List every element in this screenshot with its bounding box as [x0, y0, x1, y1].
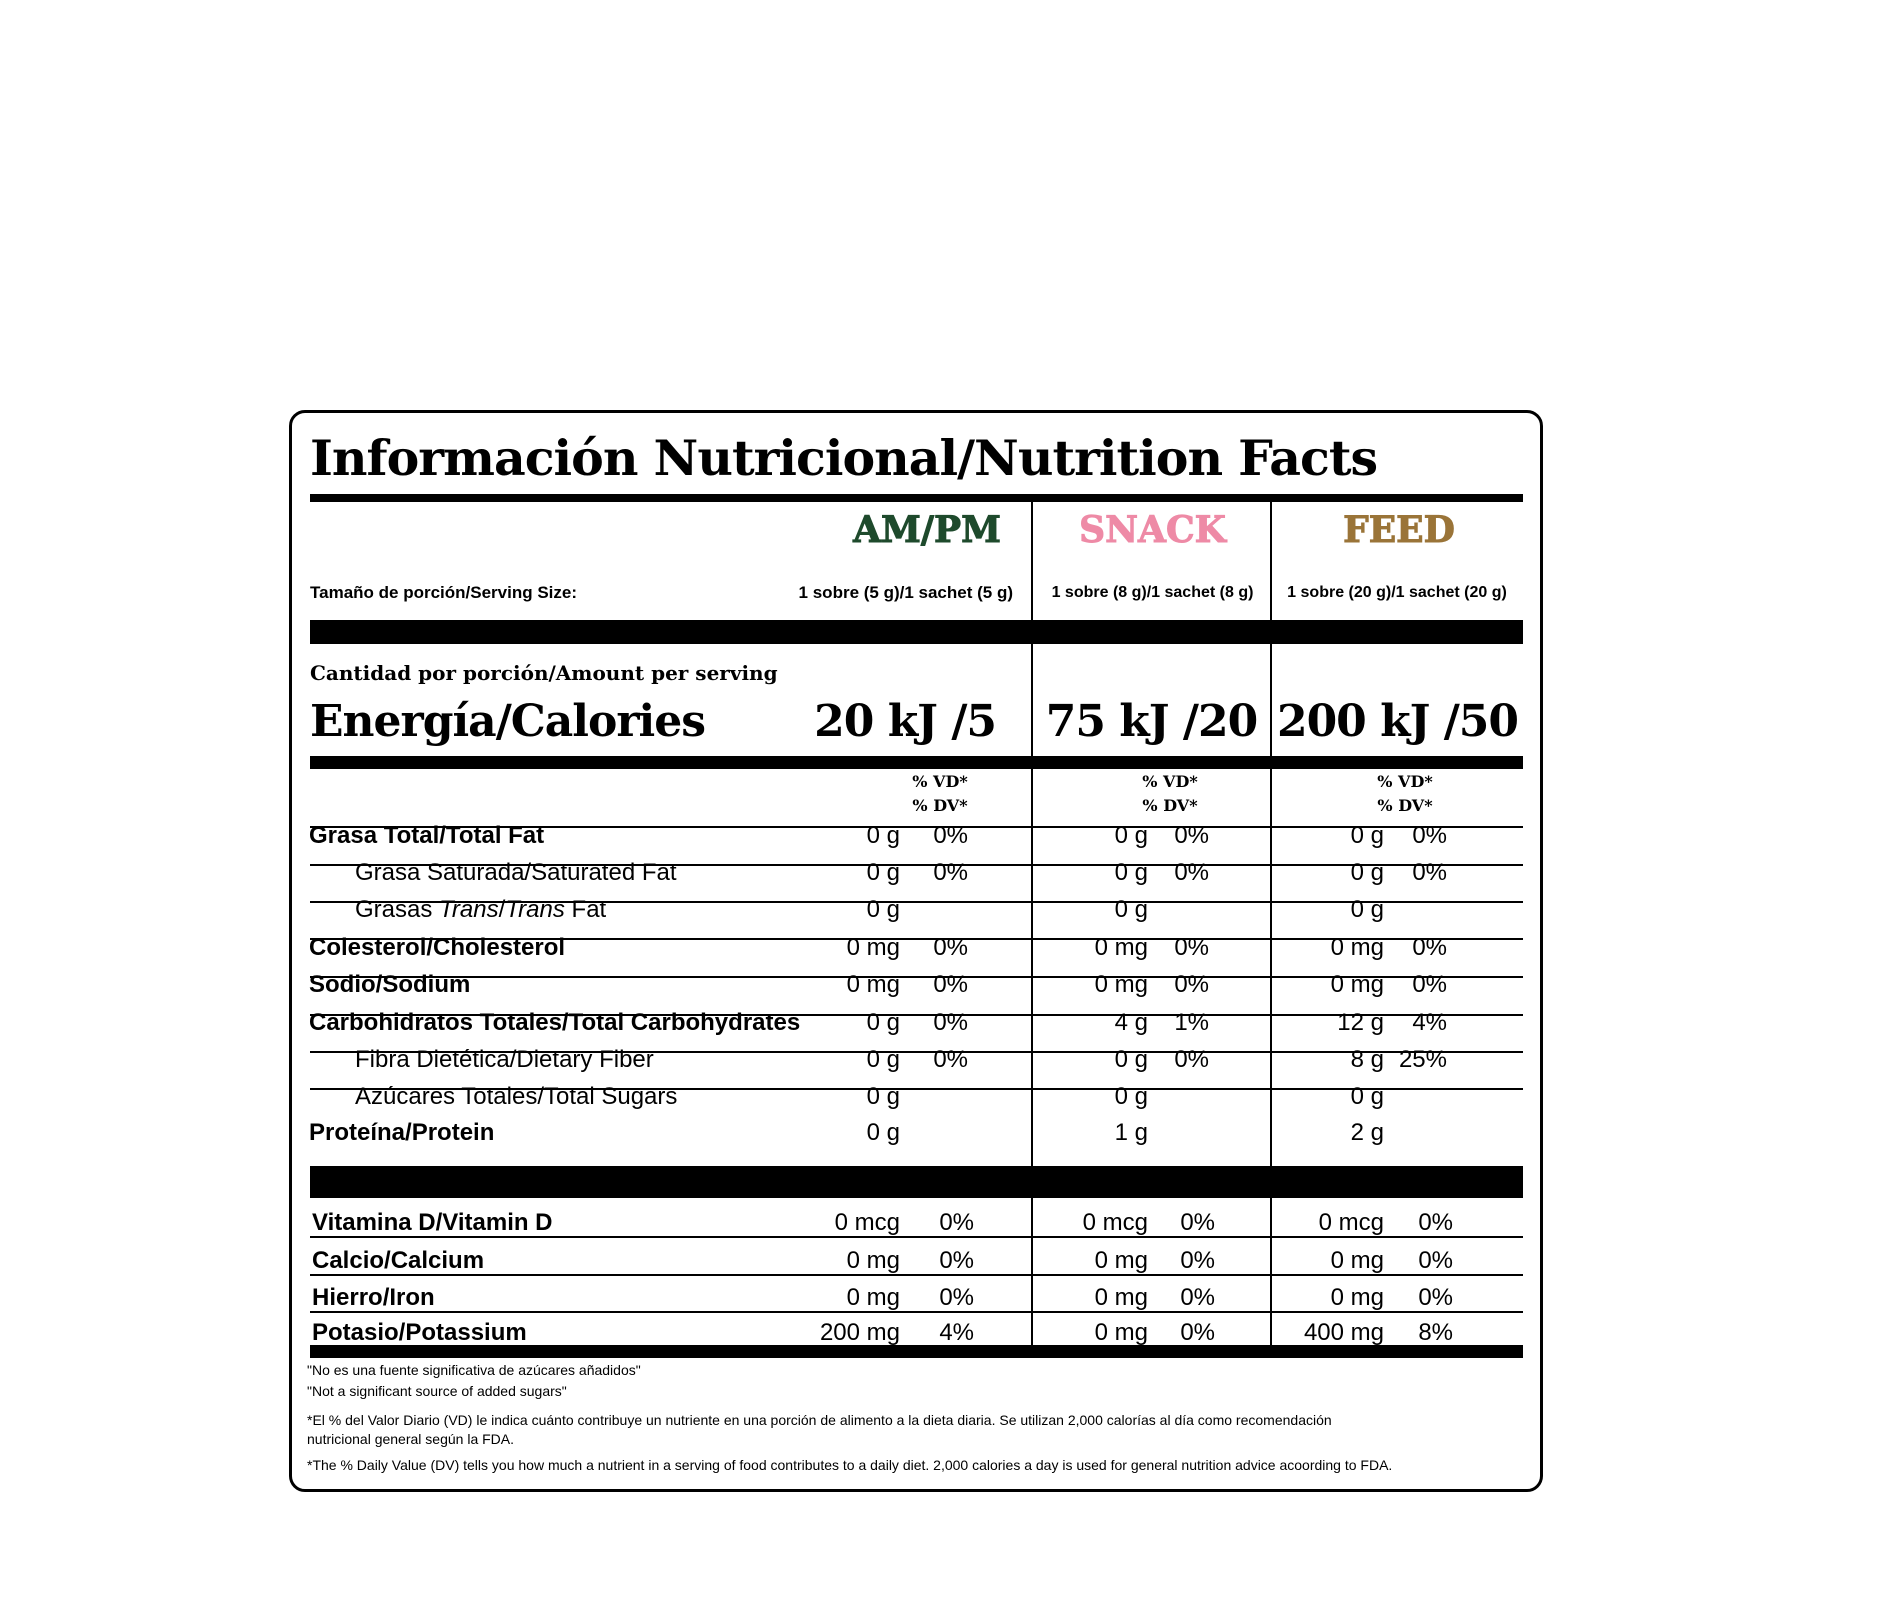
vitamin-amount: 0 mcg: [1318, 1209, 1384, 1236]
energy-label: Energía/Calories: [310, 696, 706, 747]
nutrient-label-part: Trans: [439, 896, 499, 923]
nutrient-dv-percent: 0%: [1174, 1046, 1209, 1073]
nutrient-amount: 0 g: [866, 1083, 900, 1110]
footnote-sugar-en: "Not a significant source of added sugars": [307, 1383, 567, 1399]
nutrient-label: Sodio/Sodium: [309, 971, 471, 998]
nutrient-amount: 0 g: [1350, 859, 1384, 886]
nutrient-label-part: Fat: [564, 896, 607, 923]
nutrient-dv-percent: 0%: [1412, 934, 1447, 961]
vitamin-dv-percent: 0%: [939, 1284, 974, 1311]
nutrient-dv-percent: 0%: [1174, 822, 1209, 849]
title-rule: [310, 494, 1523, 502]
vitamin-label: Vitamina D/Vitamin D: [312, 1209, 553, 1236]
vitamin-amount: 400 mg: [1303, 1319, 1384, 1346]
brand-feed: FEED: [1343, 509, 1455, 551]
vitamin-amount: 0 mg: [1094, 1284, 1148, 1311]
dv-header-en: % DV*: [912, 796, 968, 815]
nutrient-amount: 0 g: [866, 1009, 900, 1036]
nutrient-dv-percent: 0%: [1412, 859, 1447, 886]
vitamin-amount: 200 mg: [819, 1319, 900, 1346]
dv-header-es: % VD*: [1377, 772, 1433, 791]
nutrient-label: Grasa Saturada/Saturated Fat: [355, 859, 677, 886]
nutrient-amount: 0 mg: [846, 971, 900, 998]
footnote-sugar-es: "No es una fuente significativa de azúcares añadidos": [307, 1362, 641, 1378]
energy-rule: [310, 756, 1523, 769]
column-divider-1: [1031, 502, 1033, 1346]
nutrient-dv-percent: 0%: [933, 1009, 968, 1036]
nutrient-dv-percent: 0%: [933, 1046, 968, 1073]
dv-header-es: % VD*: [1142, 772, 1198, 791]
vitamin-amount: 0 mcg: [1082, 1209, 1148, 1236]
serving-feed: 1 sobre (20 g)/1 sachet (20 g): [1287, 584, 1507, 601]
nutrient-amount: 0 g: [1114, 822, 1148, 849]
vitamin-rule: [310, 1166, 1523, 1198]
nutrient-amount: 0 g: [1114, 1083, 1148, 1110]
nutrient-amount: 0 g: [866, 1046, 900, 1073]
vitamin-dv-percent: 8%: [1418, 1319, 1453, 1346]
nutrient-amount: 0 g: [866, 859, 900, 886]
nutrient-label: Azúcares Totales/Total Sugars: [355, 1083, 678, 1110]
nutrient-label-part: /: [498, 896, 506, 923]
nutrient-amount: 0 g: [866, 1119, 900, 1146]
brand-snack: SNACK: [1079, 509, 1226, 551]
nutrient-label-part: Trans: [505, 896, 565, 923]
vitamin-dv-percent: 0%: [1180, 1319, 1215, 1346]
energy-feed: 200 kJ /50: [1276, 696, 1519, 747]
nutrient-dv-percent: 0%: [933, 934, 968, 961]
nutrient-amount: 0 mg: [846, 934, 900, 961]
nutrient-label: Fibra Dietética/Dietary Fiber: [355, 1046, 654, 1073]
nutrient-amount: 2 g: [1350, 1119, 1384, 1146]
nutrient-dv-percent: 0%: [1174, 971, 1209, 998]
dv-header-feed: [1335, 770, 1475, 818]
dv-header-en: % DV*: [1377, 796, 1433, 815]
vitamin-label: Calcio/Calcium: [312, 1247, 485, 1274]
vitamin-dv-percent: 0%: [1418, 1284, 1453, 1311]
nutrient-dv-percent: 0%: [1412, 822, 1447, 849]
footnote-dv-es-2: nutricional general según la FDA.: [307, 1431, 515, 1447]
vitamin-label: Hierro/Iron: [312, 1284, 435, 1311]
vitamin-amount: 0 mg: [1330, 1284, 1384, 1311]
nutrient-amount: 0 g: [1350, 896, 1384, 923]
brand-am-pm: AM/PM: [853, 509, 1001, 551]
nutrient-dv-percent: 0%: [1174, 934, 1209, 961]
nutrient-amount: 0 g: [1350, 822, 1384, 849]
nutrient-amount: 12 g: [1337, 1009, 1384, 1036]
vitamin-dv-percent: 0%: [1418, 1247, 1453, 1274]
nutrient-label: Colesterol/Cholesterol: [309, 934, 566, 961]
vitamin-dv-percent: 0%: [1180, 1284, 1215, 1311]
nutrient-amount: 0 g: [1350, 1083, 1384, 1110]
nutrient-dv-percent: 0%: [1174, 859, 1209, 886]
nutrient-amount: 1 g: [1114, 1119, 1148, 1146]
amount-per-serving-label: Cantidad por porción/Amount per serving: [310, 661, 778, 685]
vitamin-amount: 0 mg: [1094, 1247, 1148, 1274]
nutrient-amount: 0 g: [866, 822, 900, 849]
vitamin-label: Potasio/Potassium: [312, 1319, 527, 1346]
nutrient-label: Grasa Total/Total Fat: [309, 822, 545, 849]
nutrient-dv-percent: 0%: [1412, 971, 1447, 998]
serving-rule: [310, 620, 1523, 644]
nutrient-amount: 0 mg: [1330, 971, 1384, 998]
nutrient-dv-percent: 0%: [933, 822, 968, 849]
nutrient-label: Proteína/Protein: [309, 1119, 495, 1146]
nutrient-dv-percent: 4%: [1412, 1009, 1447, 1036]
vitamin-amount: 0 mg: [1330, 1247, 1384, 1274]
vitamin-dv-percent: 0%: [1180, 1209, 1215, 1236]
label-title: Información Nutricional/Nutrition Facts: [310, 429, 1378, 487]
vitamin-amount: 0 mg: [1094, 1319, 1148, 1346]
nutrient-dv-percent: 1%: [1174, 1009, 1209, 1036]
footnote-dv-es-1: *El % del Valor Diario (VD) le indica cuánto contribuye un nutriente en una porción de alimento a la dieta diaria. Se utilizan 2,000 calorías al día como recomendación: [307, 1412, 1332, 1428]
nutrient-amount: 0 g: [1114, 1046, 1148, 1073]
vitamin-amount: 0 mg: [846, 1284, 900, 1311]
dv-header-snack: [1100, 770, 1240, 818]
vitamin-dv-percent: 4%: [939, 1319, 974, 1346]
nutrient-dv-percent: 0%: [933, 859, 968, 886]
vitamin-dv-percent: 0%: [1180, 1247, 1215, 1274]
serving-size-label: Tamaño de porción/Serving Size:: [310, 583, 578, 602]
column-divider-2: [1270, 502, 1272, 1346]
dv-header-es: % VD*: [912, 772, 968, 791]
nutrient-label: Carbohidratos Totales/Total Carbohydrates: [309, 1009, 801, 1036]
energy-snack: 75 kJ /20: [1045, 696, 1258, 747]
footnote-dv-en: *The % Daily Value (DV) tells you how much a nutrient in a serving of food contributes to a daily diet. 2,000 calories a day is used for general nutrition advice acoording to FDA.: [307, 1457, 1393, 1473]
nutrient-amount: 0 g: [1114, 896, 1148, 923]
vitamin-amount: 0 mcg: [834, 1209, 900, 1236]
energy-am-pm: 20 kJ /5: [814, 696, 996, 747]
dv-header-am-pm: [870, 770, 1010, 818]
nutrient-amount: 0 mg: [1330, 934, 1384, 961]
nutrient-dv-percent: 25%: [1398, 1046, 1447, 1073]
nutrient-dv-percent: 0%: [933, 971, 968, 998]
dv-header-en: % DV*: [1142, 796, 1198, 815]
vitamin-dv-percent: 0%: [939, 1247, 974, 1274]
nutrient-amount: 8 g: [1350, 1046, 1384, 1073]
nutrient-amount: 0 mg: [1094, 934, 1148, 961]
vitamin-dv-percent: 0%: [939, 1209, 974, 1236]
vitamin-amount: 0 mg: [846, 1247, 900, 1274]
serving-snack: 1 sobre (8 g)/1 sachet (8 g): [1051, 584, 1254, 601]
nutrient-amount: 0 mg: [1094, 971, 1148, 998]
nutrient-label-part: Grasas: [355, 896, 440, 923]
nutrient-amount: 0 g: [866, 896, 900, 923]
nutrient-label: [355, 892, 606, 928]
nutrient-amount: 4 g: [1114, 1009, 1148, 1036]
nutrient-amount: 0 g: [1114, 859, 1148, 886]
vitamin-dv-percent: 0%: [1418, 1209, 1453, 1236]
serving-am-pm: 1 sobre (5 g)/1 sachet (5 g): [798, 583, 1013, 602]
